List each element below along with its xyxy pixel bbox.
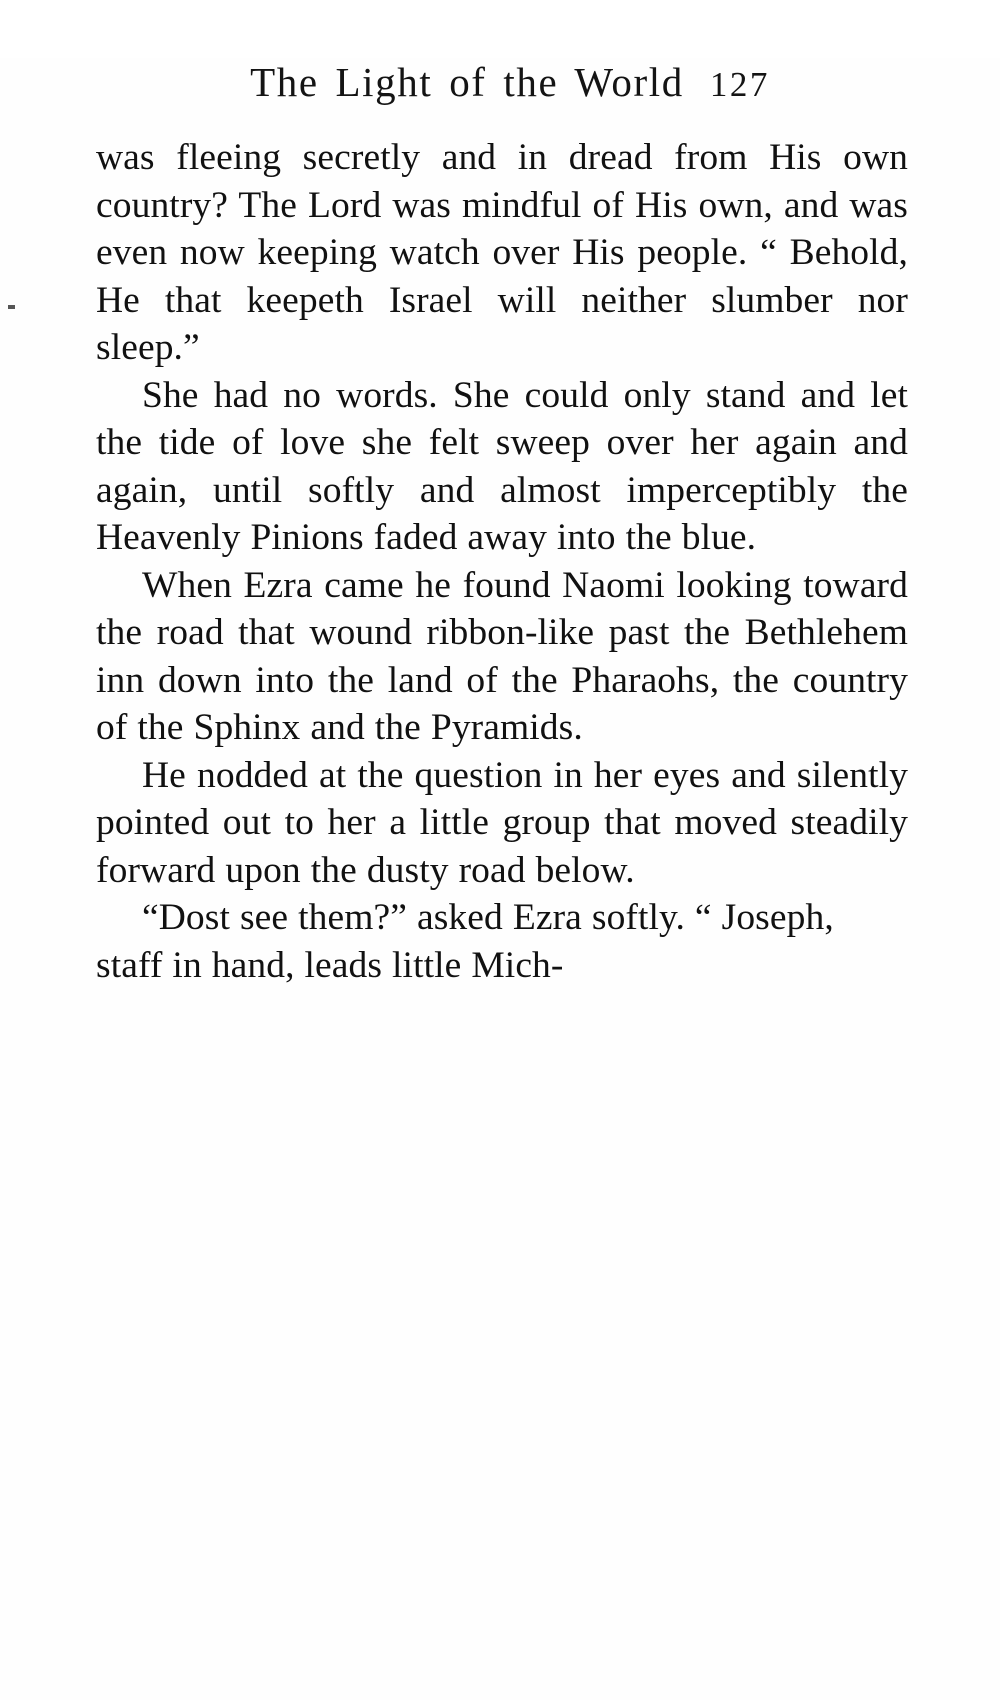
body-text (0, 134, 1000, 989)
paragraph-5: “Dost see them?” asked Ezra softly. “ Joseph, staff in hand, leads little Mich- (96, 897, 834, 986)
paragraph-2: She had no words. She could only stand and let the tide of love she felt sweep over her again and again, until softly and almost imperceptibly the Heavenly Pinions faded away into the blue. (96, 374, 908, 558)
running-head (0, 58, 1000, 106)
book-page (0, 58, 1000, 1700)
page-number: 127 (709, 65, 770, 104)
page-title: The Light of the World (250, 59, 684, 105)
paragraph-continuation: was fleeing secretly and in dread from His own country? The Lord was mindful of His own, and was even now keeping watch over His people. “ Behold, He that keepeth Israel will neither slumber nor sleep.” (96, 137, 908, 368)
paragraph-3: When Ezra came he found Naomi looking toward the road that wound ribbon-like past the Bethlehem inn down into the land of the Pharaohs, the country of the Sphinx and the Pyramids. (96, 564, 908, 748)
page-speck-mark (8, 305, 15, 309)
paragraph-4: He nodded at the question in her eyes and silently pointed out to her a little group that moved steadily forward upon the dusty road below. (96, 754, 908, 891)
